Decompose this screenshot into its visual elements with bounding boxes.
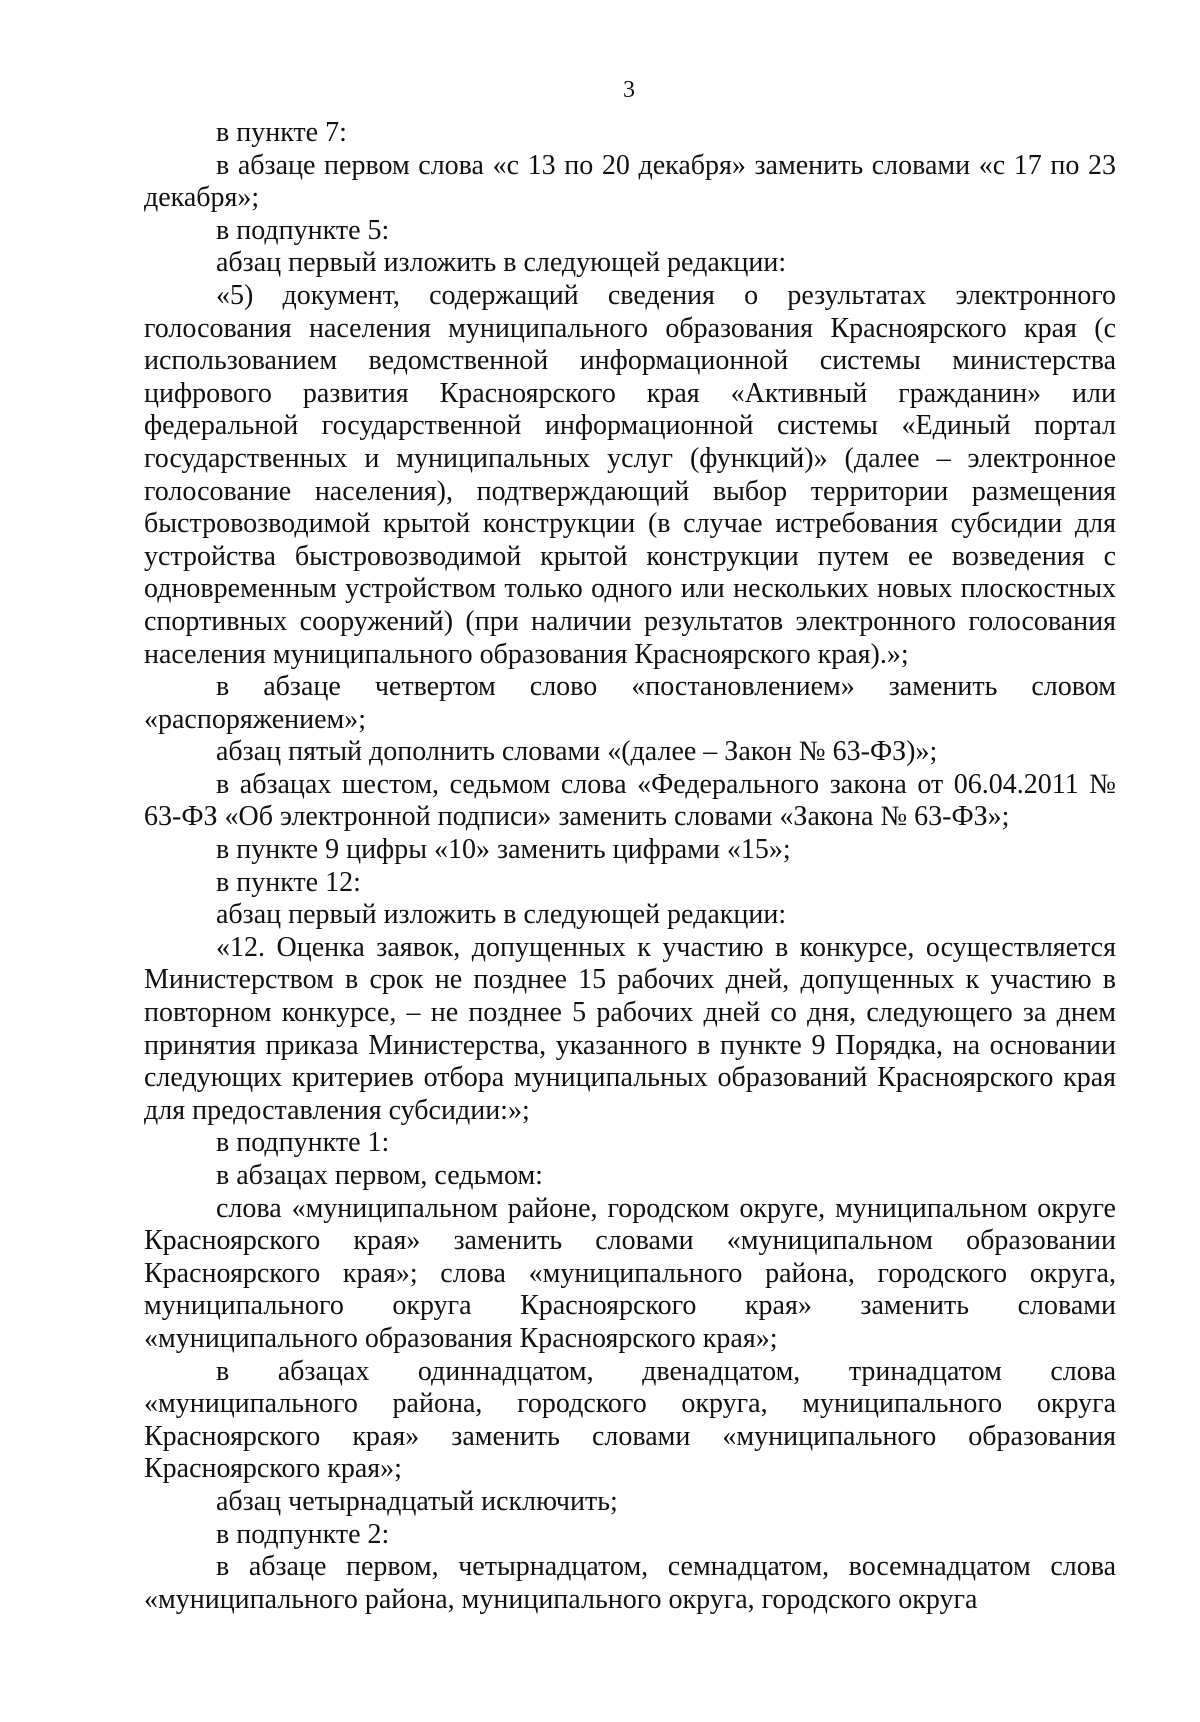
paragraph-15: слова «муниципальном районе, городском округе, муниципальном округе Красноярского края» заменить словами «муниципальном образовании Красноярского края»; слова «муниципального района, городского округа, муниципального округа Красноярского края» заменить словами «муниципального образования Красноярского края»; bbox=[144, 1192, 1116, 1354]
paragraph-19: в абзаце первом, четырнадцатом, семнадцатом, восемнадцатом слова «муниципального района, муниципального округа, городского округа bbox=[144, 1551, 1116, 1615]
paragraph-17: абзац четырнадцатый исключить; bbox=[216, 1485, 618, 1517]
paragraph-3: в подпункте 5: bbox=[216, 214, 390, 246]
paragraph-4: абзац первый изложить в следующей редакции: bbox=[216, 247, 787, 279]
paragraph-13: в подпункте 1: bbox=[216, 1127, 390, 1159]
paragraph-10: в пункте 12: bbox=[216, 866, 361, 898]
paragraph-6: в абзаце четвертом слово «постановлением» заменить словом «распоряжением»; bbox=[144, 671, 1116, 735]
paragraph-1: в пункте 7: bbox=[216, 117, 347, 148]
paragraph-18: в подпункте 2: bbox=[216, 1518, 390, 1550]
page-number: 3 bbox=[623, 77, 635, 103]
paragraph-7: абзац пятый дополнить словами «(далее – Закон № 63-ФЗ)»; bbox=[216, 736, 938, 768]
paragraph-12: «12. Оценка заявок, допущенных к участию в конкурсе, осуществляется Министерством в срок не позднее 15 рабочих дней, допущенных к участию в повторном конкурсе, – не позднее 5 рабочих дней со дня, следующего за днем принятия приказа Министерства, указанного в пункте 9 Порядка, на основании следующих критериев отбора муниципальных образований Красноярского края для предоставления субсидии:»; bbox=[144, 931, 1116, 1126]
document-body bbox=[144, 117, 1116, 1616]
paragraph-8: в абзацах шестом, седьмом слова «Федерального закона от 06.04.2011 № 63-ФЗ «Об электронной подписи» заменить словами «Закона № 63-ФЗ»; bbox=[144, 768, 1116, 833]
paragraph-9: в пункте 9 цифры «10» заменить цифрами «15»; bbox=[216, 834, 791, 866]
paragraph-16: в абзацах одиннадцатом, двенадцатом, тринадцатом слова «муниципального района, городского округа, муниципального округа Красноярского края» заменить словами «муниципального образования Красноярского края»; bbox=[144, 1355, 1116, 1485]
paragraph-2: в абзаце первом слова «с 13 по 20 декабря» заменить словами «с 17 по 23 декабря»; bbox=[144, 149, 1116, 214]
paragraph-5: «5) документ, содержащий сведения о результатах электронного голосования населения муниципального образования Красноярского края (с использованием ведомственной информационной системы министерства цифрового развития Красноярского края «Активный гражданин» или федеральной государственной информационной системы «Единый портал государственных и муниципальных услуг (функций)» (далее – электронное голосование населения), подтверждающий выбор территории размещения быстровозводимой крытой конструкции (в случае истребования субсидии для устройства быстровозводимой крытой конструкции путем ее возведения с одновременным устройством только одного или нескольких новых плоскостных спортивных сооружений) (при наличии результатов электронного голосования населения муниципального образования Красноярского края).»; bbox=[144, 279, 1116, 670]
paragraph-11: абзац первый изложить в следующей редакции: bbox=[216, 899, 787, 931]
paragraph-14: в абзацах первом, седьмом: bbox=[216, 1160, 543, 1191]
